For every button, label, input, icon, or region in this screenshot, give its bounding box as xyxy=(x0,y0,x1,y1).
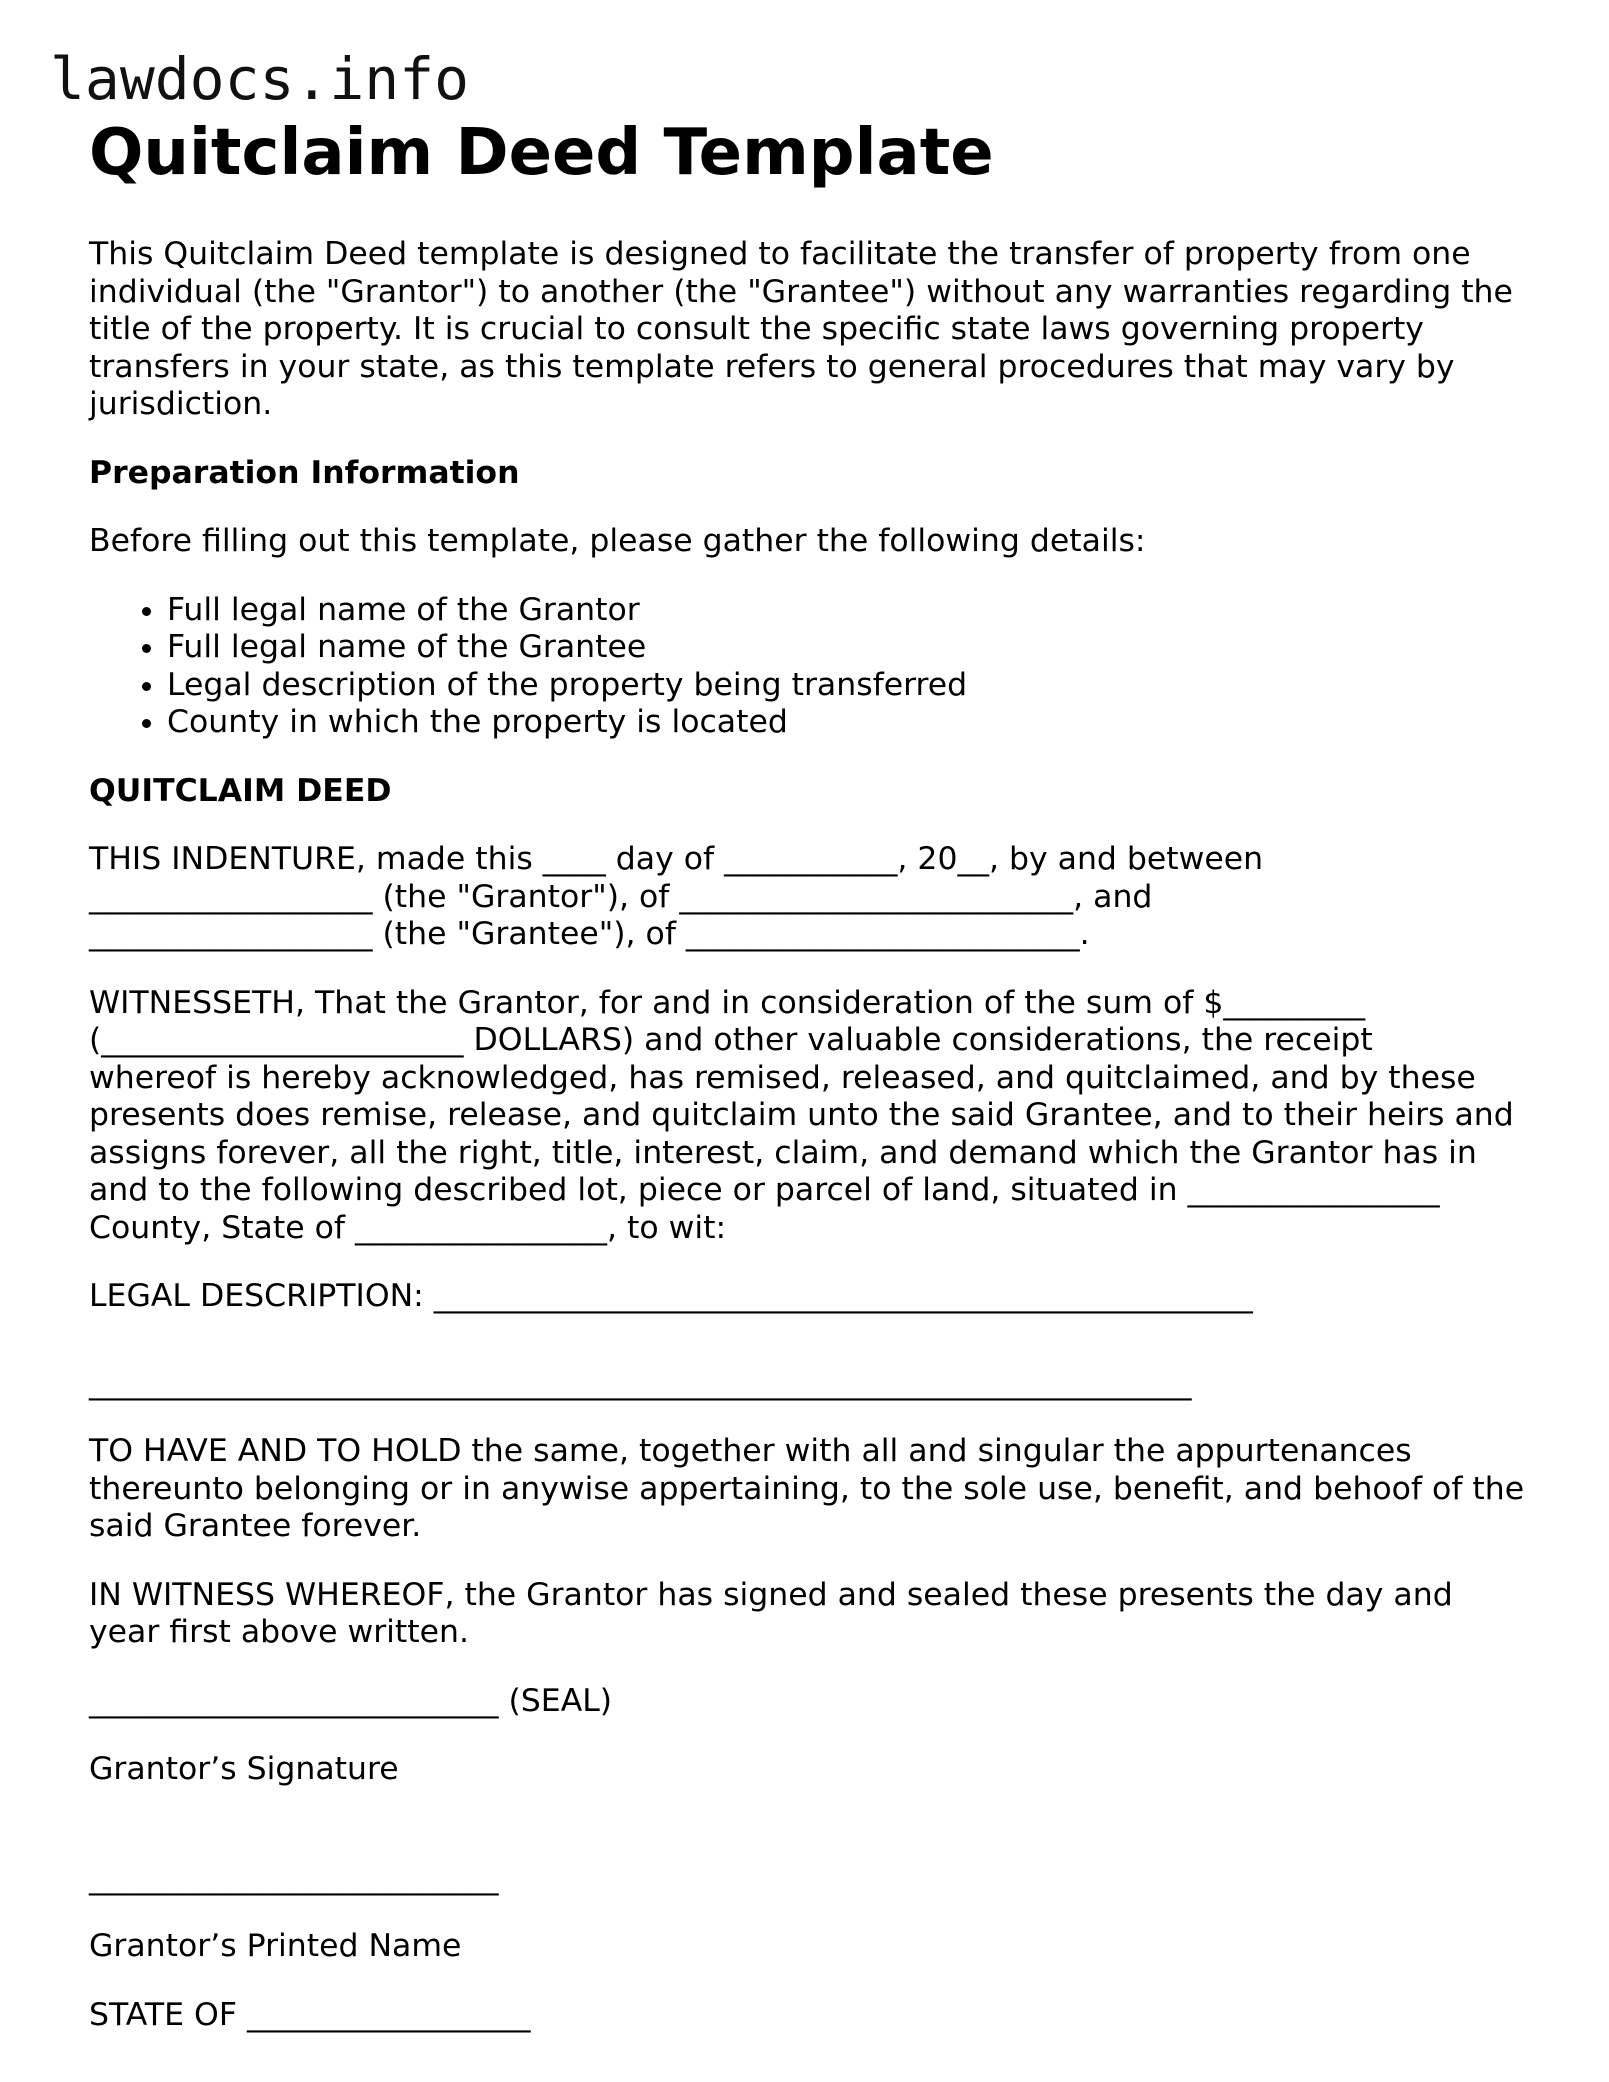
list-item: • County in which the property is located xyxy=(167,704,1529,742)
list-item: • Legal description of the property being transferred xyxy=(167,667,1529,705)
indenture-line: __________________ (the "Grantee"), of _________________________. xyxy=(89,916,1090,952)
state-of-line: STATE OF __________________ xyxy=(89,1996,531,2033)
page-title: Quitclaim Deed Template xyxy=(89,116,994,190)
printed-name-label: Grantor’s Printed Name xyxy=(89,1928,462,1964)
indenture-line: THIS INDENTURE, made this ____ day of ___________, 20__, by and between xyxy=(89,841,1264,877)
witnesseth-line: presents does remise, release, and quitclaim unto the said Grantee, and to their heirs and xyxy=(89,1097,1514,1133)
signature-label: Grantor’s Signature xyxy=(89,1751,399,1787)
preparation-list xyxy=(89,592,1529,742)
witnesseth-line: County, State of ________________, to wit: xyxy=(89,1209,727,1246)
legal-description-extra-line: ______________________________________________________________________ xyxy=(89,1364,1192,1401)
preparation-lead: Before filling out this template, please gather the following details: xyxy=(89,523,1146,559)
document-content xyxy=(89,108,1529,2034)
signature-line: __________________________ (SEAL) xyxy=(89,1682,613,1719)
witnesseth-line: assigns forever, all the right, title, interest, claim, and demand which the Grantor has in xyxy=(89,1134,1477,1171)
witnesseth-line: WITNESSETH, That the Grantor, for and in consideration of the sum of $_________ xyxy=(89,984,1366,1021)
legal-description-line: LEGAL DESCRIPTION: ____________________________________________________ xyxy=(89,1278,1253,1314)
indenture-paragraph xyxy=(89,841,1529,954)
habendum-paragraph: TO HAVE AND TO HOLD the same, together with all and singular the appurtenances thereunto belonging or in anywise appertaining, to the sole use, benefit, and behoof of the said Grantee forever. xyxy=(89,1433,1525,1544)
intro-paragraph: This Quitclaim Deed template is designed to facilitate the transfer of property from one individual (the "Grantor") to another (the "Grantee") without any warranties regarding the title of the property. It is crucial to consult the specific state laws governing property transfers in your state, as this template refers to general procedures that may vary by jurisdiction. xyxy=(89,236,1513,422)
witnesseth-paragraph xyxy=(89,985,1529,1248)
list-item: • Full legal name of the Grantor xyxy=(167,592,1529,630)
document-body xyxy=(89,236,1529,2034)
witnesseth-line: and to the following described lot, piece or parcel of land, situated in ________________ xyxy=(89,1172,1440,1208)
witnesseth-line: whereof is hereby acknowledged, has remised, released, and quitclaimed, and by these xyxy=(89,1059,1476,1096)
site-logo: lawdocs.info xyxy=(50,45,470,113)
witnesseth-line: (_______________________ DOLLARS) and other valuable considerations, the receipt xyxy=(89,1022,1373,1058)
indenture-line: __________________ (the "Grantor"), of _________________________, and xyxy=(89,878,1153,915)
preparation-heading: Preparation Information xyxy=(89,454,520,491)
deed-heading: QUITCLAIM DEED xyxy=(89,772,392,809)
in-witness-paragraph: IN WITNESS WHEREOF, the Grantor has signed and sealed these presents the day and year first above written. xyxy=(89,1576,1453,1650)
list-item: • Full legal name of the Grantee xyxy=(167,629,1529,667)
printed-name-line: __________________________ xyxy=(89,1859,499,1896)
